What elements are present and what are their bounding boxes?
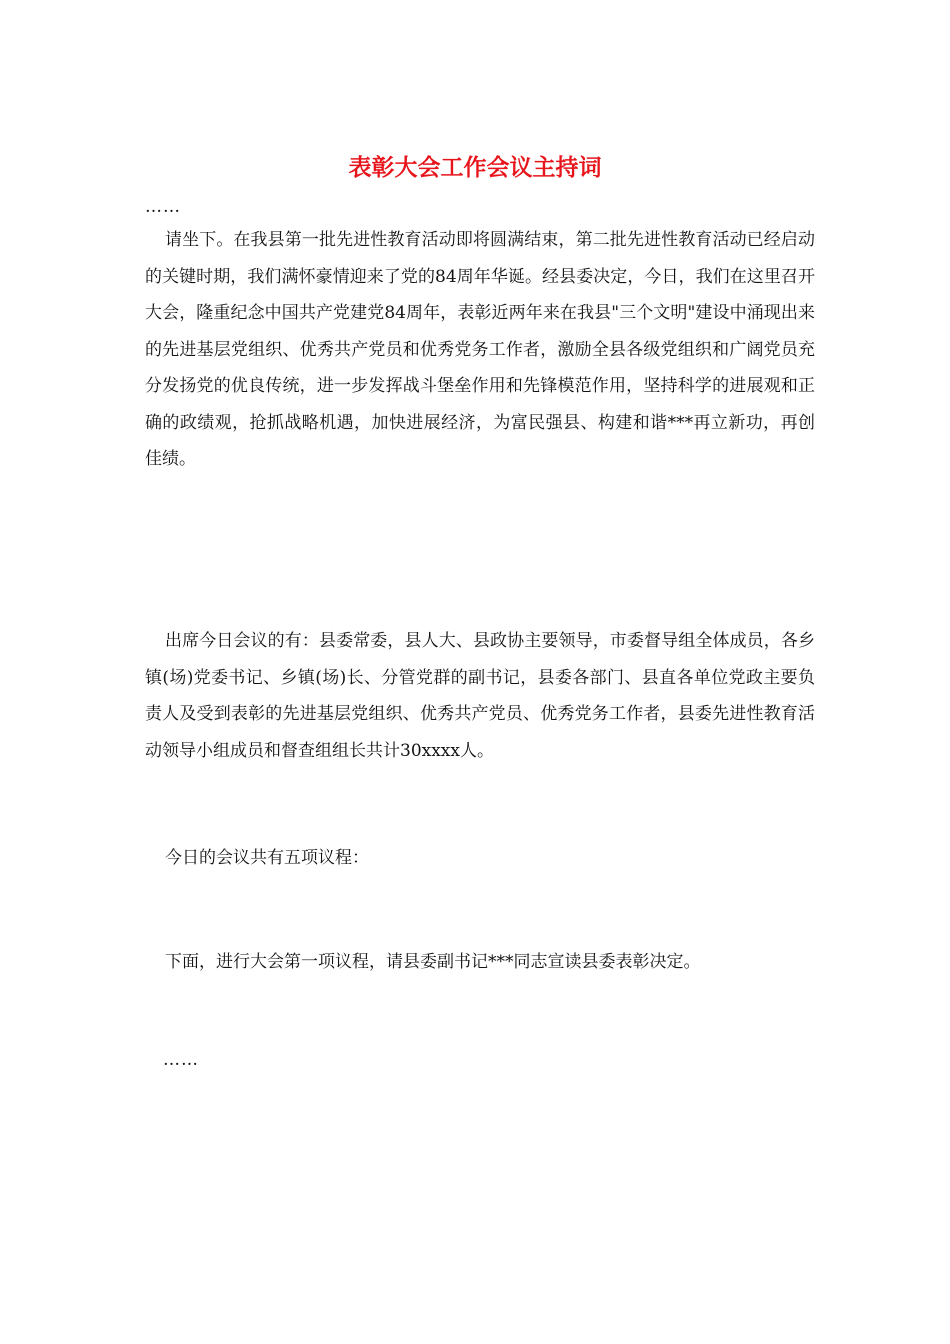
ellipsis-bottom: ……	[163, 1050, 199, 1070]
paragraph-attendees: 出席今日会议的有：县委常委，县人大、县政协主要领导，市委督导组全体成员，各乡镇(场)党委书记、乡镇(场)长、分管党群的副书记，县委各部门、县直各单位党政主要负责人及受到表彰的先进基层党组织、优秀共产党员、优秀党务工作者，县委先进性教育活动领导小组成员和督查组组长共计30xxxx人。	[145, 631, 815, 761]
paragraph-first-item: 下面，进行大会第一项议程，请县委副书记***同志宣读县委表彰决定。	[165, 952, 701, 972]
ellipsis-top: ……	[145, 197, 181, 217]
paragraph-opening: 请坐下。在我县第一批先进性教育活动即将圆满结束，第二批先进性教育活动已经启动的关键时期，我们满怀豪情迎来了党的84周年华诞。经县委决定，今日，我们在这里召开大会，隆重纪念中国共产党建党84周年，表彰近两年来在我县"三个文明"建设中涌现出来的先进基层党组织、优秀共产党员和优秀党务工作者，激励全县各级党组织和广阔党员充分发扬党的优良传统，进一步发挥战斗堡垒作用和先锋模范作用，坚持科学的进展观和正确的政绩观，抢抓战略机遇，加快进展经济，为富民强县、构建和谐***再立新功，再创佳绩。	[145, 230, 815, 469]
paragraph-agenda: 今日的会议共有五项议程：	[165, 848, 369, 868]
document-title: 表彰大会工作会议主持词	[348, 155, 602, 181]
